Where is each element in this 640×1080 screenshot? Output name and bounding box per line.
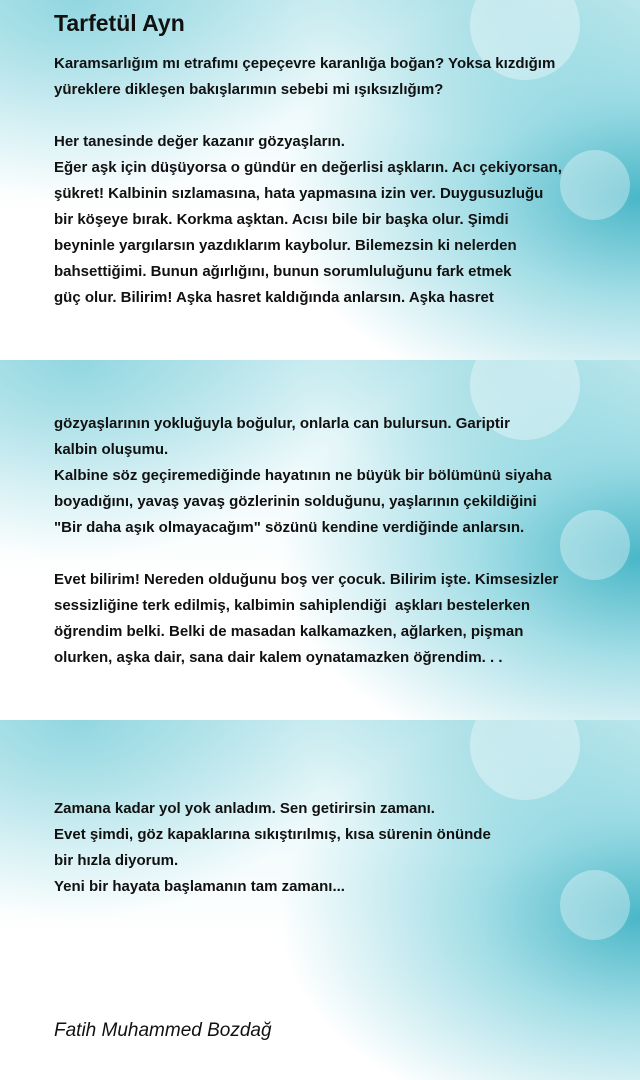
poem-line: boyadığını, yavaş yavaş gözlerinin solduğunu, yaşlarının çekildiğini [54,493,537,510]
poem-line: Eğer aşk için düşüyorsa o gündür en değerlisi aşkların. Acı çekiyorsan, [54,159,562,176]
poem-line: olurken, aşka dair, sana dair kalem oynatamazken öğrendim. . . [54,649,503,666]
poem-line: şükret! Kalbinin sızlamasına, hata yapmasına izin ver. Duygusuzluğu [54,185,544,202]
poem-line: öğrendim belki. Belki de masadan kalkamazken, ağlarken, pişman [54,623,524,640]
poem-line: bahsettiğimi. Bunun ağırlığını, bunun sorumluluğunu fark etmek [54,263,512,280]
author-signature: Fatih Muhammed Bozdağ [54,1020,272,1041]
poem-line: Her tanesinde değer kazanır gözyaşların. [54,133,345,150]
poem-line: bir hızla diyorum. [54,852,179,869]
poem-title: Tarfetül Ayn [54,10,185,36]
poem-text-block-2 [54,411,614,671]
poem-line: sessizliğine terk edilmiş, kalbimin sahiplendiği aşkları bestelerken [54,597,531,614]
poem-line: bir köşeye bırak. Korkma aşktan. Acısı bile bir başka olur. Şimdi [54,211,509,228]
poem-line: Zamana kadar yol yok anladım. Sen getirirsin zamanı. [54,800,435,817]
poem-line [54,541,614,567]
poem-line: Evet şimdi, göz kapaklarına sıkıştırılmış, kısa sürenin önünde [54,826,491,843]
poem-text-block-1 [54,51,614,311]
poem-line: Karamsarlığım mı etrafımı çepeçevre karanlığa boğan? Yoksa kızdığım [54,55,556,72]
poem-line: kalbin oluşumu. [54,441,169,458]
poem-line [54,103,614,129]
poem-panel-3 [0,720,640,1080]
poem-text-block-3 [54,796,614,900]
poem-line: güç olur. Bilirim! Aşka hasret kaldığında anlarsın. Aşka hasret [54,289,494,306]
bokeh-light [470,720,580,800]
poem-line: Evet bilirim! Nereden olduğunu boş ver çocuk. Bilirim işte. Kimsesizler [54,571,559,588]
poem-line: Kalbine söz geçiremediğinde hayatının ne büyük bir bölümünü siyaha [54,467,552,484]
poem-line: gözyaşlarının yokluğuyla boğulur, onlarla can bulursun. Gariptir [54,415,510,432]
poem-line: yüreklere dikleşen bakışlarımın sebebi mi ışıksızlığım? [54,81,444,98]
poem-line: beyninle yargılarsın yazdıklarım kaybolur. Bilemezsin ki nelerden [54,237,517,254]
poem-line: Yeni bir hayata başlamanın tam zamanı... [54,878,345,895]
poem-line: "Bir daha aşık olmayacağım" sözünü kendine verdiğinde anlarsın. [54,519,525,536]
poem-panel-1 [0,0,640,360]
poem-panel-2 [0,360,640,720]
